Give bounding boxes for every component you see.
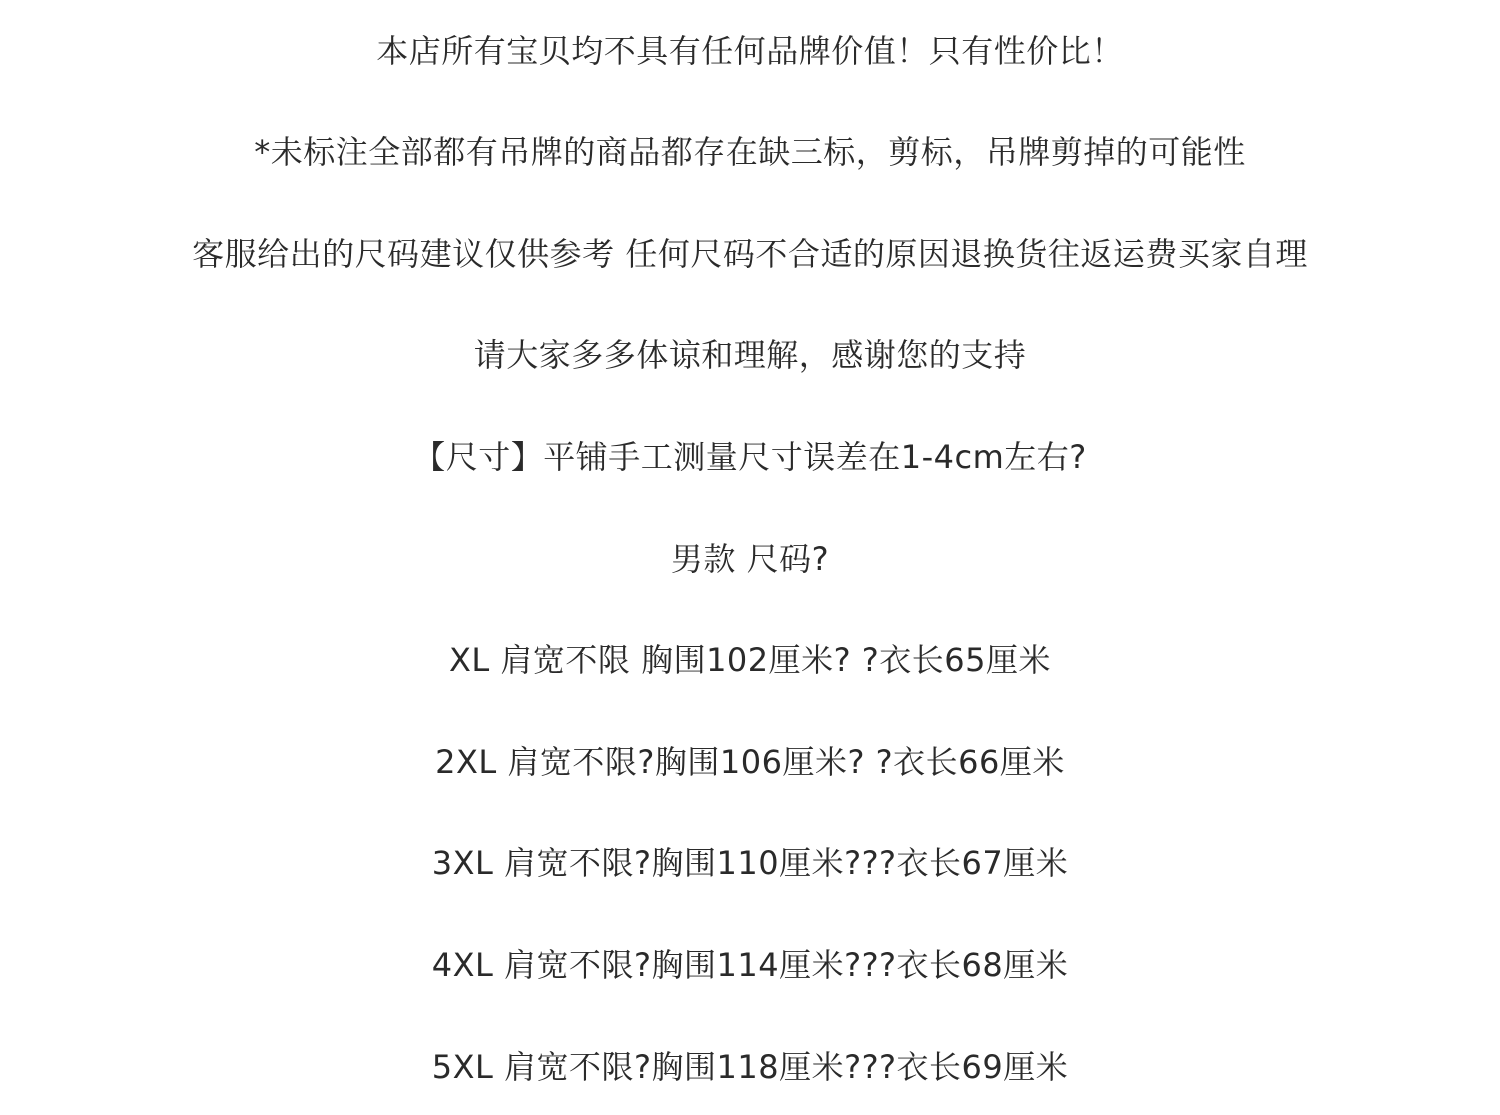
notice-thanks: 请大家多多体谅和理解，感谢您的支持 xyxy=(473,336,1027,374)
size-measure-note: 【尺寸】平铺手工测量尺寸误差在1-4cm左右? xyxy=(413,438,1087,476)
notice-tag-removal: *未标注全部都有吊牌的商品都存在缺三标，剪标，吊牌剪掉的可能性 xyxy=(254,133,1246,171)
notice-size-advice: 客服给出的尺码建议仅供参考 任何尺码不合适的原因退换货往返运费买家自理 xyxy=(192,235,1308,273)
notice-no-brand-value: 本店所有宝贝均不具有任何品牌价值！只有性价比！ xyxy=(376,32,1124,70)
size-row-2xl: 2XL 肩宽不限?胸围106厘米? ?衣长66厘米 xyxy=(435,743,1065,781)
size-row-xl: XL 肩宽不限 胸围102厘米? ?衣长65厘米 xyxy=(448,641,1052,679)
size-row-5xl: 5XL 肩宽不限?胸围118厘米???衣长69厘米 xyxy=(431,1048,1069,1086)
size-row-4xl: 4XL 肩宽不限?胸围114厘米???衣长68厘米 xyxy=(431,946,1069,984)
size-row-3xl: 3XL 肩宽不限?胸围110厘米???衣长67厘米 xyxy=(431,844,1069,882)
size-heading: 男款 尺码? xyxy=(670,540,830,578)
